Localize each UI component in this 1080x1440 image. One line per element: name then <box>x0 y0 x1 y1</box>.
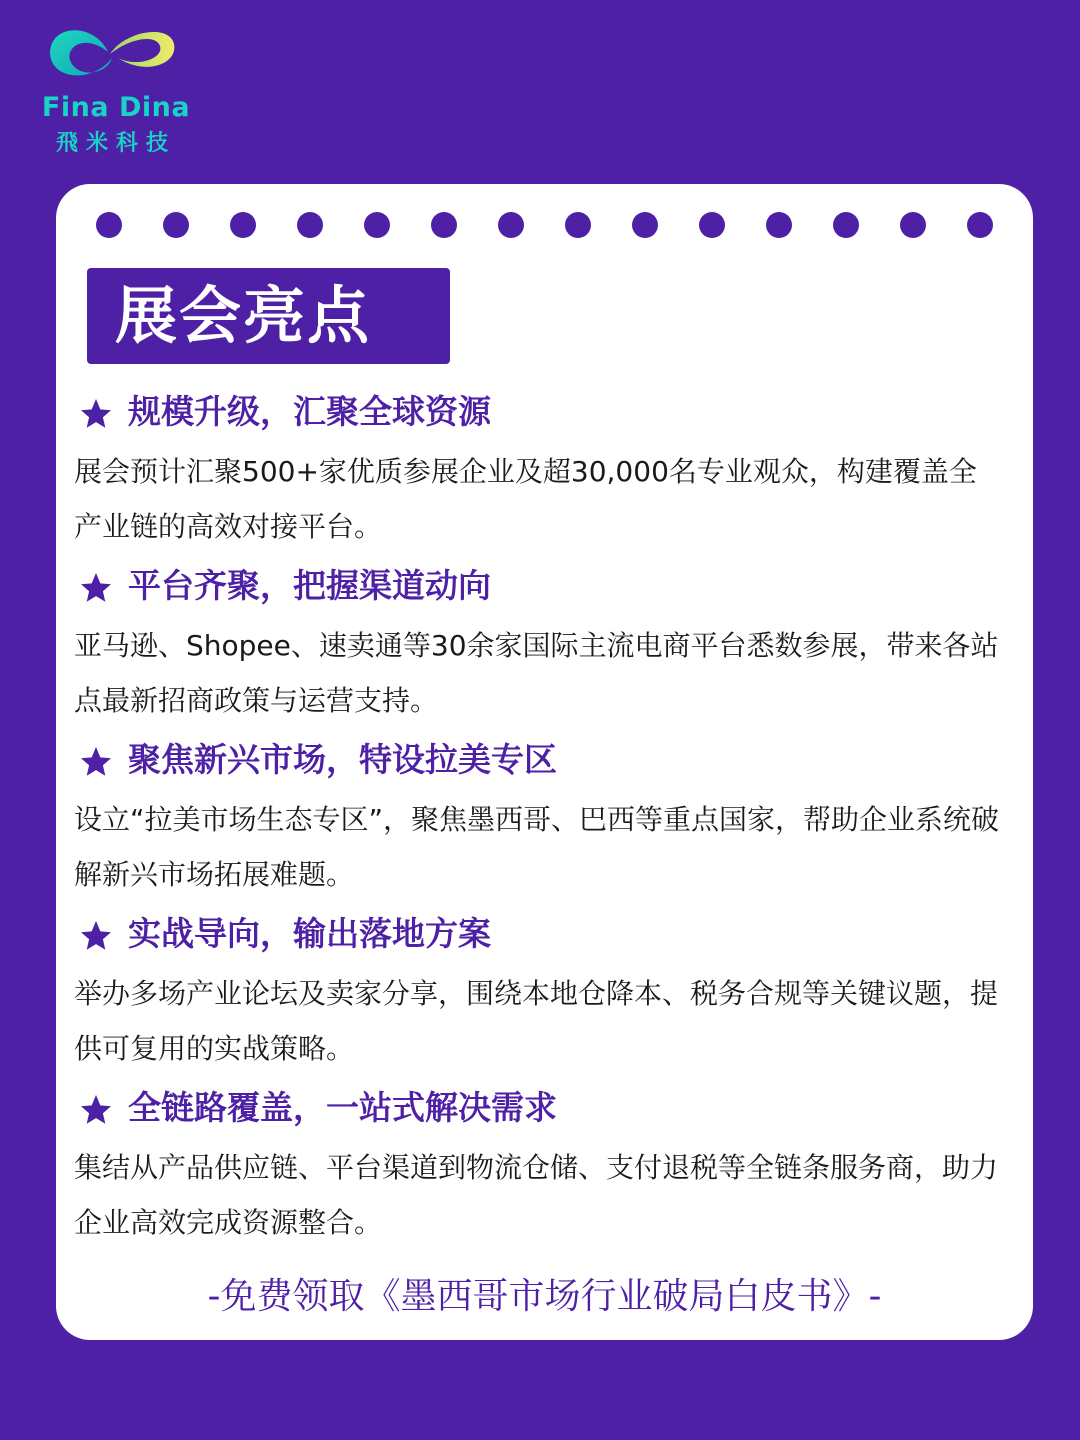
section-title: 平台齐聚，把握渠道动向 <box>128 566 491 605</box>
section-body: 展会预计汇聚500+家优质参展企业及超30,000名专业观众，构建覆盖全产业链的高效对接平台。 <box>74 455 977 543</box>
section-title: 实战导向，输出落地方案 <box>128 914 491 953</box>
section-body: 设立“拉美市场生态专区”，聚焦墨西哥、巴西等重点国家，帮助企业系统破解新兴市场拓展难题。 <box>74 803 1000 891</box>
highlight-section <box>74 1084 1004 1250</box>
dot-icon <box>699 212 725 238</box>
page-title: 展会亮点 <box>115 279 372 352</box>
dot-row <box>96 212 996 240</box>
dot-icon <box>766 212 792 238</box>
dot-icon <box>900 212 926 238</box>
highlight-section <box>74 388 1004 554</box>
star-icon <box>78 918 114 954</box>
highlight-section <box>74 736 1004 902</box>
content-card <box>56 184 1033 1340</box>
section-body: 亚马逊、Shopee、速卖通等30余家国际主流电商平台悉数参展，带来各站点最新招商政策与运营支持。 <box>74 629 999 717</box>
dot-icon <box>297 212 323 238</box>
dot-icon <box>431 212 457 238</box>
dot-icon <box>230 212 256 238</box>
star-icon <box>78 1092 114 1128</box>
highlight-section <box>74 562 1004 728</box>
star-icon <box>78 396 114 432</box>
star-icon <box>78 570 114 606</box>
page-title-banner <box>87 268 450 364</box>
section-title: 规模升级，汇聚全球资源 <box>128 392 491 431</box>
dot-icon <box>833 212 859 238</box>
dot-icon <box>96 212 122 238</box>
brand-name-cn: 飛米科技 <box>55 131 176 156</box>
section-title: 聚焦新兴市场，特设拉美专区 <box>128 740 557 779</box>
whitepaper-offer-link[interactable]: -免费领取《墨西哥市场行业破局白皮书》- <box>207 1276 882 1317</box>
section-body: 举办多场产业论坛及卖家分享，围绕本地仓降本、税务合规等关键议题，提供可复用的实战策略。 <box>74 977 999 1065</box>
star-icon <box>78 744 114 780</box>
dot-icon <box>967 212 993 238</box>
infinity-logo-icon <box>46 18 186 90</box>
dot-icon <box>498 212 524 238</box>
dot-icon <box>163 212 189 238</box>
dot-icon <box>565 212 591 238</box>
section-title: 全链路覆盖，一站式解决需求 <box>128 1088 557 1127</box>
section-body: 集结从产品供应链、平台渠道到物流仓储、支付退税等全链条服务商，助力企业高效完成资源整合。 <box>74 1151 999 1239</box>
dot-icon <box>364 212 390 238</box>
dot-icon <box>632 212 658 238</box>
brand-logo <box>36 18 196 158</box>
brand-name-en: Fina Dina <box>41 92 191 123</box>
highlight-section <box>74 910 1004 1076</box>
